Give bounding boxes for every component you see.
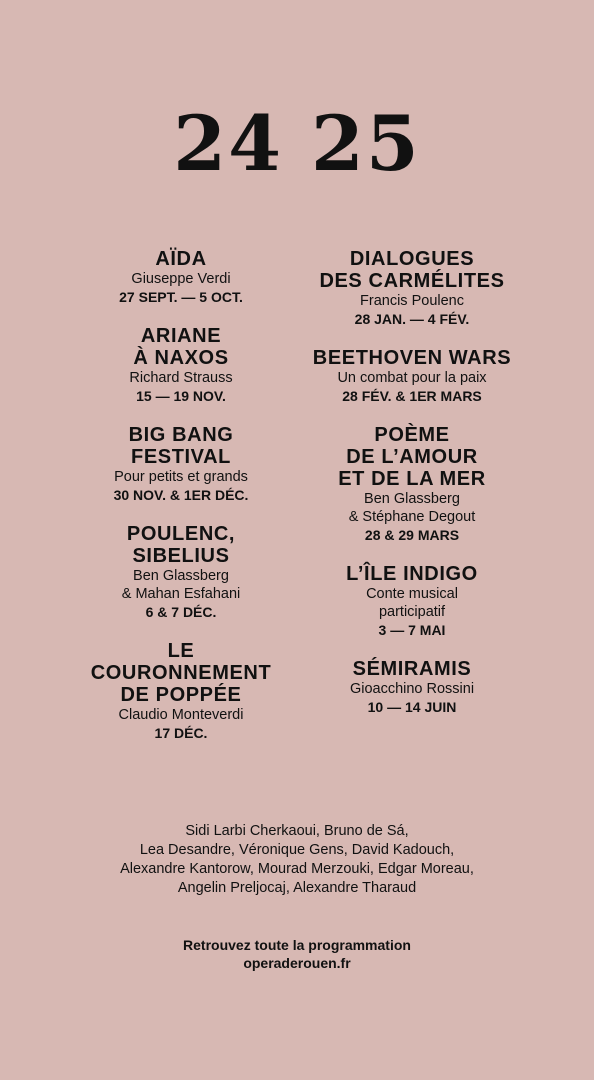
show-poulenc-sibelius (65, 523, 297, 621)
show-dates: 28 FÉV. & 1ER MARS (342, 388, 482, 404)
season-year-end: 25 (311, 99, 421, 188)
show-dates: 3 — 7 MAI (378, 622, 446, 638)
show-title: L’ÎLE INDIGO (346, 563, 478, 585)
show-dates: 28 & 29 MARS (364, 527, 460, 543)
show-big-bang-festival (65, 424, 297, 504)
show-aida (65, 248, 297, 306)
season-year-start: 24 (173, 99, 283, 188)
program-column-right (292, 248, 532, 735)
show-composer: Giuseppe Verdi (131, 271, 231, 287)
show-dates: 17 DÉC. (154, 725, 208, 741)
show-subtitle: Conte musical participatif (366, 586, 458, 620)
show-title: DIALOGUES DES CARMÉLITES (319, 248, 505, 292)
show-performers: Ben Glassberg & Stéphane Degout (348, 491, 476, 525)
show-composer: Claudio Monteverdi (118, 707, 244, 723)
show-composer: Gioacchino Rossini (349, 681, 475, 697)
show-title: BIG BANG FESTIVAL (128, 424, 234, 468)
show-ariane-a-naxos (65, 325, 297, 405)
show-dates: 27 SEPT. — 5 OCT. (119, 289, 243, 305)
show-poeme-de-l-amour (292, 424, 532, 544)
show-l-ile-indigo (292, 563, 532, 639)
season-title (0, 99, 594, 188)
show-performers: Ben Glassberg & Mahan Esfahani (121, 568, 241, 602)
show-title: SÉMIRAMIS (352, 658, 472, 680)
program-column-left (65, 248, 297, 761)
show-dates: 28 JAN. — 4 FÉV. (354, 311, 470, 327)
website-link[interactable]: operaderouen.fr (243, 955, 351, 971)
show-dialogues-des-carmelites (292, 248, 532, 328)
show-semiramis (292, 658, 532, 716)
show-couronnement-de-poppee (65, 640, 297, 742)
show-subtitle: Un combat pour la paix (337, 370, 487, 386)
show-composer: Richard Strauss (129, 370, 233, 386)
show-dates: 30 NOV. & 1ER DÉC. (113, 487, 249, 503)
show-composer: Francis Poulenc (360, 293, 464, 309)
artists-list: Sidi Larbi Cherkaoui, Bruno de Sá, Lea Desandre, Véronique Gens, David Kadouch, Alexandre Kantorow, Mourad Merzouki, Edgar Moreau, Angelin Preljocaj, Alexandre Tharaud (120, 823, 474, 896)
show-dates: 15 — 19 NOV. (136, 388, 226, 404)
footer-cta-text: Retrouvez toute la programmation (183, 937, 411, 953)
footer (0, 936, 594, 972)
show-subtitle: Pour petits et grands (114, 469, 248, 485)
show-title: POULENC, SIBELIUS (126, 523, 236, 567)
show-title: AÏDA (155, 248, 207, 270)
show-title: POÈME DE L’AMOUR ET DE LA MER (338, 424, 486, 490)
show-title: BEETHOVEN WARS (312, 347, 512, 369)
show-title: LE COURONNEMENT DE POPPÉE (90, 640, 272, 706)
show-title: ARIANE À NAXOS (133, 325, 229, 369)
show-dates: 6 & 7 DÉC. (145, 604, 217, 620)
show-beethoven-wars (292, 347, 532, 405)
show-dates: 10 — 14 JUIN (367, 699, 457, 715)
